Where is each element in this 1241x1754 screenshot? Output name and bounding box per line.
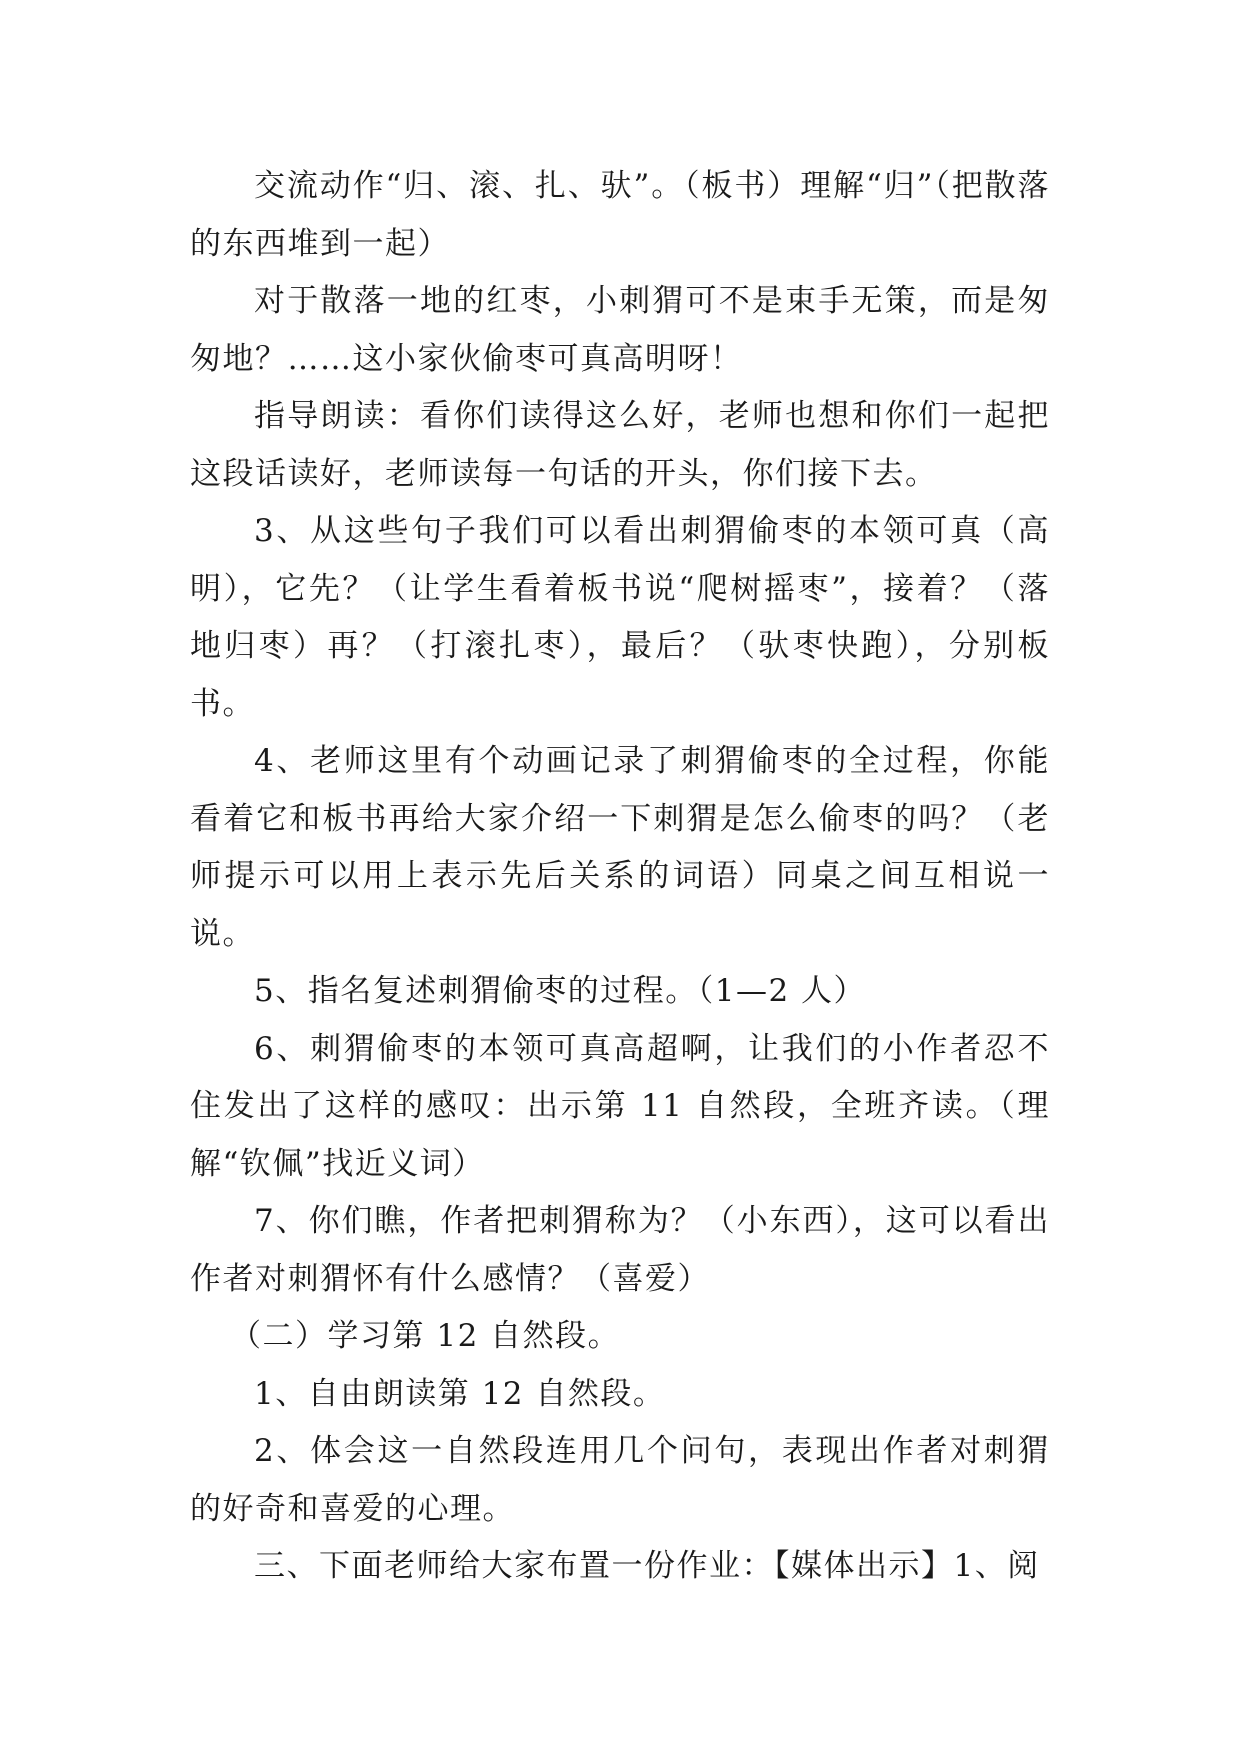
paragraph-6: 5、指名复述刺猬偷枣的过程。（1—2 人）: [254, 973, 867, 1009]
paragraph-12: 三、下面老师给大家布置一份作业：【媒体出示】1、阅: [254, 1548, 1040, 1584]
paragraph-8: 7、你们瞧，作者把刺猬称为？（小东西），这可以看出作者对刺猬怀有什么感情？（喜爱）: [190, 1203, 1050, 1297]
paragraph-2: 对于散落一地的红枣，小刺猬可不是束手无策，而是匆匆地？……这小家伙偷枣可真高明呀！: [190, 283, 1050, 377]
paragraph-11: 2、体会这一自然段连用几个问句，表现出作者对刺猬的好奇和喜爱的心理。: [190, 1433, 1050, 1527]
document-body: [190, 158, 1050, 1596]
paragraph-10: 1、自由朗读第 12 自然段。: [254, 1375, 666, 1412]
paragraph-3: 指导朗读：看你们读得这么好，老师也想和你们一起把这段话读好，老师读每一句话的开头，你们接下去。: [190, 398, 1050, 492]
section-heading: （二）学习第 12 自然段。: [230, 1318, 621, 1354]
paragraph-7: 6、刺猬偷枣的本领可真高超啊，让我们的小作者忍不住发出了这样的感叹：出示第 11 自然段，全班齐读。（理解“钦佩”找近义词）: [190, 1030, 1050, 1182]
paragraph-1: 交流动作“归、滚、扎、驮”。（板书）理解“归”（把散落的东西堆到一起）: [190, 168, 1050, 262]
paragraph-5: 4、老师这里有个动画记录了刺猬偷枣的全过程，你能看着它和板书再给大家介绍一下刺猬是怎么偷枣的吗？（老师提示可以用上表示先后关系的词语）同桌之间互相说一说。: [190, 743, 1050, 952]
paragraph-4: 3、从这些句子我们可以看出刺猬偷枣的本领可真（高明），它先？（让学生看着板书说“爬树摇枣”，接着？（落地归枣）再？（打滚扎枣），最后？（驮枣快跑），分别板书。: [190, 513, 1050, 722]
